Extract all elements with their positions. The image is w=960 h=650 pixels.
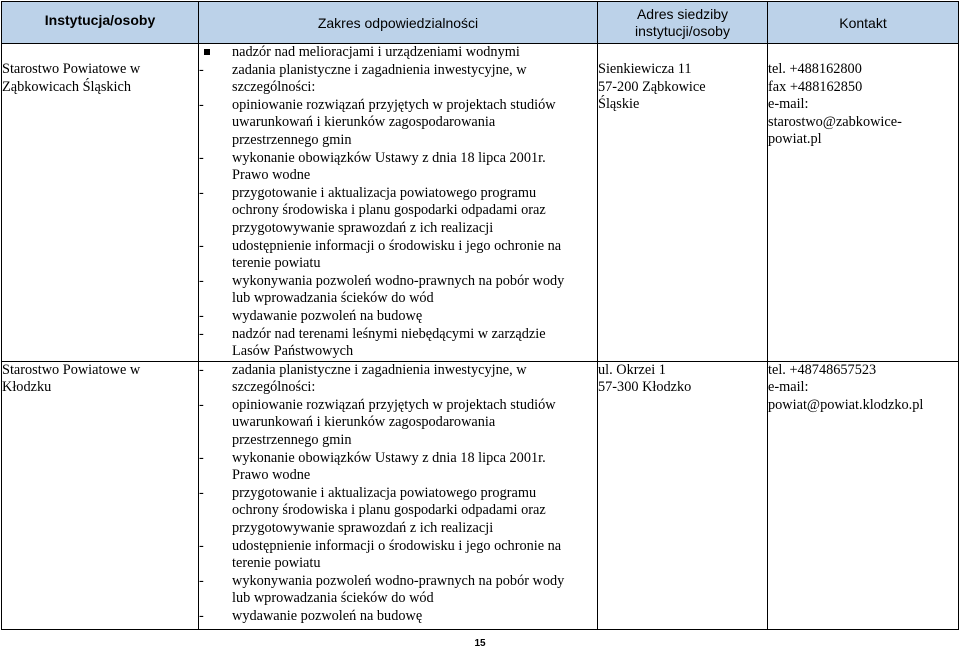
scope-item-list	[199, 362, 597, 626]
scope-item-line: ochrony środowiska i planu gospodarki odpadami oraz	[232, 502, 546, 519]
address-line: Sienkiewicza 11	[598, 61, 692, 77]
contact-line: tel. +48748657523	[768, 361, 877, 378]
scope-item-line: przygotowanie i aktualizacja powiatowego programu	[232, 484, 537, 501]
contact-line: e-mail:	[768, 379, 809, 396]
scope-item	[199, 62, 597, 97]
dash-bullet-icon: -	[199, 184, 204, 201]
dash-bullet-icon: -	[199, 537, 204, 554]
header-address	[598, 2, 768, 44]
scope-item	[199, 273, 597, 308]
dash-bullet-icon: -	[199, 608, 204, 624]
scope-item-line: szczególności:	[232, 79, 316, 96]
scope-item	[199, 150, 597, 185]
scope-item-line: udostępnienie informacji o środowisku i jego ochronie na	[232, 537, 562, 554]
square-bullet-icon	[204, 49, 210, 55]
scope-item-line: przygotowywanie sprawozdań z ich realizacji	[232, 219, 494, 236]
scope-item	[199, 308, 597, 326]
institution-name-line: Starostwo Powiatowe w	[2, 361, 141, 378]
scope-item-line: Prawo wodne	[232, 167, 311, 184]
contact-line: starostwo@zabkowice-	[768, 113, 902, 130]
scope-item-line: opiniowanie rozwiązań przyjętych w projektach studiów	[232, 96, 556, 113]
dash-bullet-icon: -	[199, 61, 204, 78]
dash-bullet-icon: -	[199, 149, 204, 166]
header-scope: Zakres odpowiedzialności	[199, 2, 598, 44]
contact-cell	[768, 361, 959, 629]
scope-item-line: nadzór nad melioracjami i urządzeniami wodnymi	[232, 44, 520, 60]
dash-bullet-icon: -	[199, 237, 204, 254]
institution-name-line: Ząbkowicach Śląskich	[2, 78, 132, 95]
scope-item	[199, 538, 597, 573]
dash-bullet-icon: -	[199, 272, 204, 289]
header-institution: Instytucja/osoby	[2, 2, 199, 44]
header-contact: Kontakt	[768, 2, 959, 44]
scope-item-line: udostępnienie informacji o środowisku i jego ochronie na	[232, 237, 562, 254]
contact-line: tel. +488162800	[768, 61, 862, 77]
scope-item-line: lub wprowadzania ścieków do wód	[232, 590, 434, 607]
scope-item-line: uwarunkowań i kierunków zagospodarowania	[232, 114, 496, 131]
scope-item-line: uwarunkowań i kierunków zagospodarowania	[232, 414, 496, 431]
dash-bullet-icon: -	[199, 449, 204, 466]
scope-item-line: przygotowanie i aktualizacja powiatowego programu	[232, 184, 537, 201]
dash-bullet-icon: -	[199, 361, 204, 378]
institution-cell	[2, 361, 199, 629]
dash-bullet-icon: -	[199, 325, 204, 342]
scope-item-line: zadania planistyczne i zagadnienia inwestycyjne, w	[232, 61, 527, 78]
address-cell	[598, 44, 768, 362]
scope-item-line: opiniowanie rozwiązań przyjętych w projektach studiów	[232, 396, 556, 413]
scope-item-line: wydawanie pozwoleń na budowę	[232, 608, 423, 624]
scope-item-line: przestrzennego gmin	[232, 131, 352, 148]
scope-item-list	[199, 62, 597, 361]
scope-item	[199, 573, 597, 608]
contact-line: fax +488162850	[768, 78, 863, 95]
scope-item	[199, 97, 597, 150]
scope-item	[199, 326, 597, 361]
institution-name-line: Kłodzku	[2, 379, 52, 396]
scope-item	[199, 397, 597, 450]
scope-item	[199, 450, 597, 485]
scope-item	[199, 362, 597, 397]
table-row	[2, 44, 959, 362]
institution-name-line: Starostwo Powiatowe w	[2, 61, 141, 77]
header-address-line: Adres siedziby	[636, 6, 729, 22]
scope-cell	[199, 361, 598, 629]
scope-item-line: przestrzennego gmin	[232, 432, 352, 449]
scope-item-line: przygotowywanie sprawozdań z ich realizacji	[232, 520, 494, 537]
address-line: 57-300 Kłodzko	[598, 379, 692, 396]
scope-item-line: terenie powiatu	[232, 555, 321, 572]
scope-bullet-item	[199, 44, 597, 62]
institution-cell	[2, 44, 199, 362]
header-address-line: instytucji/osoby	[635, 23, 730, 39]
dash-bullet-icon: -	[199, 96, 204, 113]
address-cell	[598, 361, 768, 629]
scope-item-line: wykonywania pozwoleń wodno-prawnych na pobór wody	[232, 272, 565, 289]
dash-bullet-icon: -	[199, 396, 204, 413]
contact-line: powiat.pl	[768, 131, 822, 148]
scope-item	[199, 608, 597, 626]
address-line: 57-200 Ząbkowice	[598, 78, 706, 95]
address-line: ul. Okrzei 1	[598, 361, 666, 378]
scope-item-line: wydawanie pozwoleń na budowę	[232, 307, 423, 324]
scope-item-line: wykonywania pozwoleń wodno-prawnych na pobór wody	[232, 572, 565, 589]
scope-item	[199, 238, 597, 273]
scope-item-line: ochrony środowiska i planu gospodarki odpadami oraz	[232, 202, 546, 219]
scope-item-line: Prawo wodne	[232, 467, 311, 484]
scope-item-line: szczególności:	[232, 379, 316, 396]
table-row	[2, 361, 959, 629]
responsibility-table	[1, 1, 959, 630]
scope-item	[199, 485, 597, 538]
address-line: Śląskie	[598, 96, 640, 113]
page-number: 15	[474, 638, 486, 649]
scope-item-line: wykonanie obowiązków Ustawy z dnia 18 lipca 2001r.	[232, 149, 546, 166]
scope-item-line: terenie powiatu	[232, 255, 321, 272]
dash-bullet-icon: -	[199, 307, 204, 324]
scope-item-line: lub wprowadzania ścieków do wód	[232, 290, 434, 307]
contact-cell	[768, 44, 959, 362]
scope-item-line: nadzór nad terenami leśnymi niebędącymi w zarządzie	[232, 325, 546, 342]
scope-item-line: Lasów Państwowych	[232, 343, 354, 360]
scope-item-line: wykonanie obowiązków Ustawy z dnia 18 lipca 2001r.	[232, 449, 546, 466]
scope-item	[199, 185, 597, 238]
table-header-row	[2, 2, 959, 44]
scope-item-line: zadania planistyczne i zagadnienia inwestycyjne, w	[232, 361, 527, 378]
contact-line: e-mail:	[768, 96, 809, 113]
contact-line: powiat@powiat.klodzko.pl	[768, 396, 924, 413]
dash-bullet-icon: -	[199, 572, 204, 589]
scope-cell	[199, 44, 598, 362]
dash-bullet-icon: -	[199, 484, 204, 501]
